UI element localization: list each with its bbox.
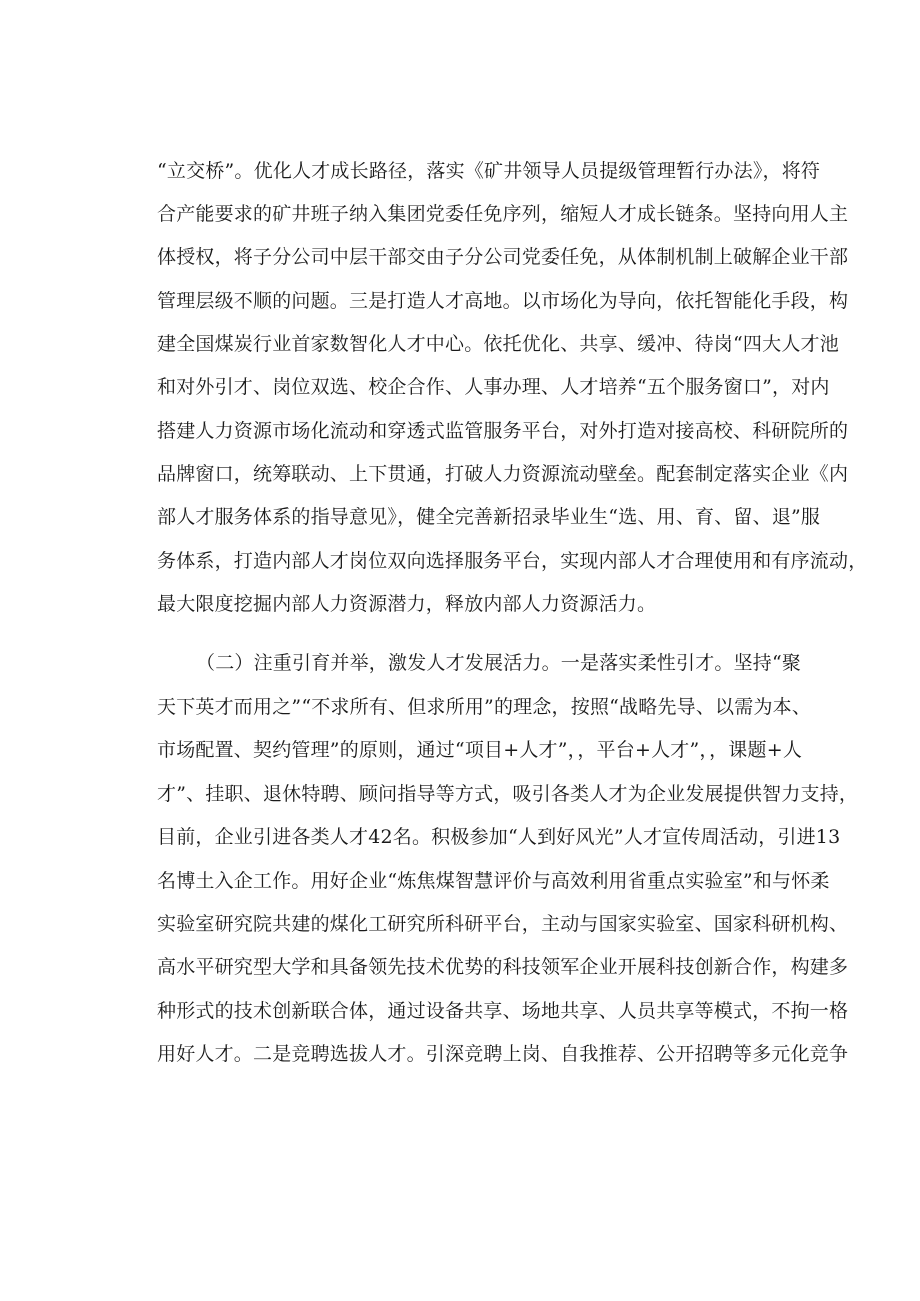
text-line: 管理层级不顺的问题。三是打造人才高地。以市场化为导向，依托智能化手段，构 <box>157 290 849 312</box>
text-line: 目前，企业引进各类人才42名。积极参加“人到好风光”人才宣传周活动，引进13 <box>157 826 841 848</box>
text-line: 高水平研究型大学和具备领先技术优势的科技领军企业开展科技创新合作，构建多 <box>157 956 849 978</box>
text-line: 市场配置、契约管理”的原则，通过“项目+人才”，，平台+人才”，，课题+人 <box>157 739 803 761</box>
text-line: 品牌窗口，统筹联动、上下贯通，打破人力资源流动壁垒。配套制定落实企业《内 <box>157 463 849 485</box>
text-line: 合产能要求的矿井班子纳入集团党委任免序列，缩短人才成长链条。坚持向用人主 <box>157 203 849 225</box>
text-line: 和对外引才、岗位双选、校企合作、人事办理、人才培养“五个服务窗口”，对内 <box>157 376 830 398</box>
text-line: 实验室研究院共建的煤化工研究所科研平台，主动与国家实验室、国家科研机构、 <box>157 913 849 935</box>
text-line: 搭建人力资源市场化流动和穿透式监管服务平台，对外打造对接高校、科研院所的 <box>157 420 849 442</box>
text-line: 天下英才而用之”“不求所有、但求所用”的理念，按照“战略先导、以需为本、 <box>157 696 812 718</box>
text-line: 部人才服务体系的指导意见》，健全完善新招录毕业生“选、用、育、留、退”服 <box>157 506 821 528</box>
text-line: 最大限度挖掘内部人力资源潜力，释放内部人力资源活力。 <box>157 593 657 615</box>
text-line: 名博土入企工作。用好企业“炼焦煤智慧评价与高效利用省重点实验室”和与怀柔 <box>157 870 830 892</box>
text-line: 才”、挂职、退休特聘、顾问指导等方式，吸引各类人才为企业发展提供智力支持， <box>157 783 859 805</box>
text-line: 用好人才。二是竞聘选拔人才。引深竞聘上岗、自我推荐、公开招聘等多元化竞争 <box>157 1043 849 1065</box>
text-line: “立交桥”。优化人才成长路径，落实《矿井领导人员提级管理暂行办法》，将符 <box>157 160 821 182</box>
text-line: （二）注重引育并举，激发人才发展活力。一是落实柔性引才。坚持“聚 <box>196 652 802 674</box>
text-line: 体授权，将子分公司中层干部交由子分公司党委任免，从体制机制上破解企业干部 <box>157 246 849 268</box>
text-line: 种形式的技术创新联合体，通过设备共享、场地共享、人员共享等模式，不拘一格 <box>157 1000 849 1022</box>
text-line: 建全国煤炭行业首家数智化人才中心。依托优化、共享、缓冲、待岗“四大人才池 <box>157 333 839 355</box>
text-line: 务体系，打造内部人才岗位双向选择服务平台，实现内部人才合理使用和有序流动， <box>157 550 868 572</box>
